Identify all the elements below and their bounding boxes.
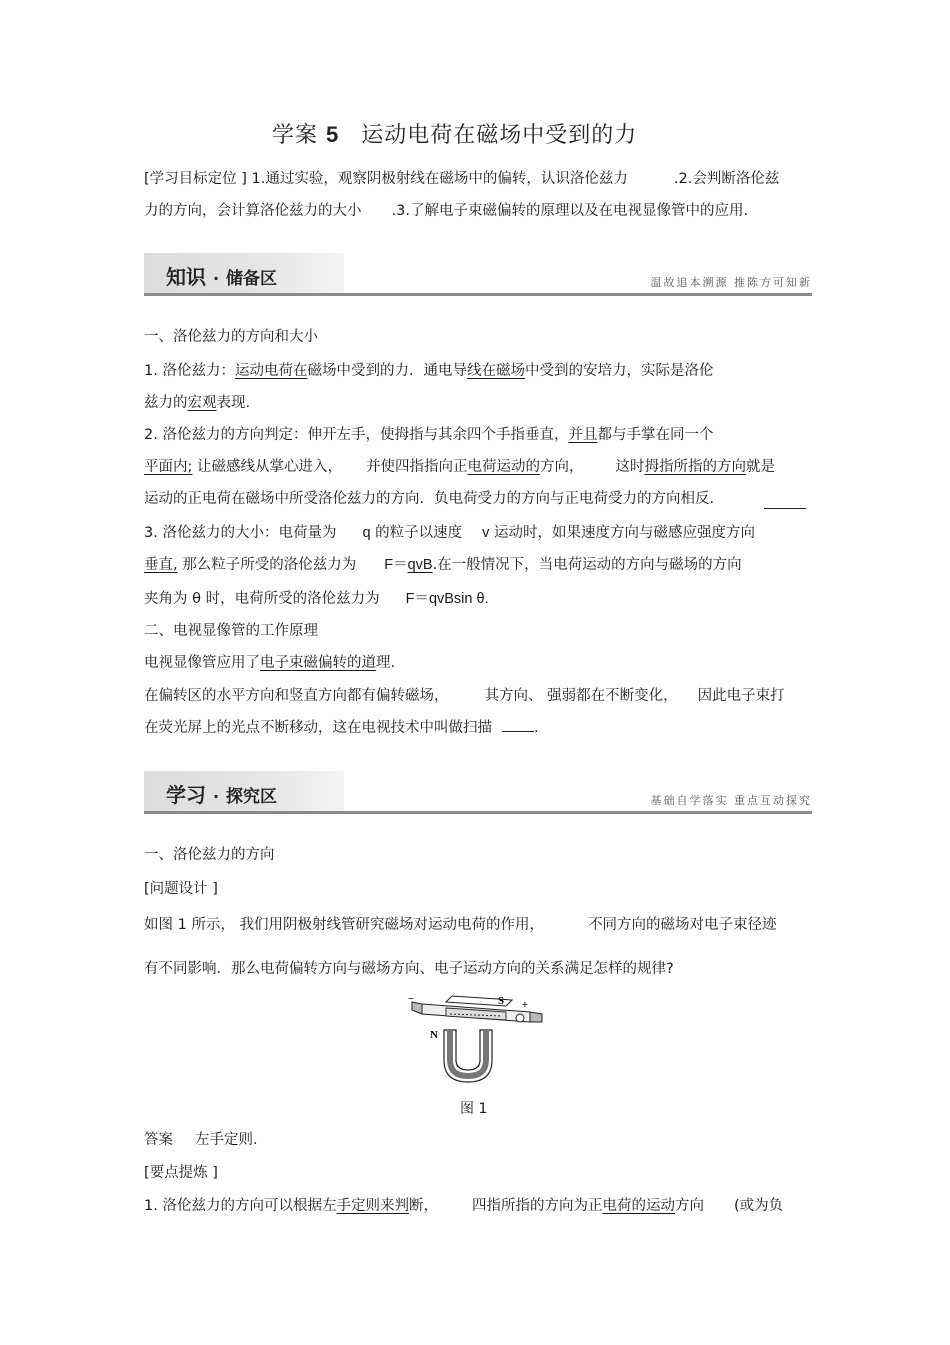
anode-terminal: [516, 1014, 524, 1022]
section-label: 学习 · 探究区: [166, 783, 278, 807]
section-label: 知识 · 储备区: [166, 265, 278, 289]
section-bar-knowledge: [144, 253, 812, 297]
heading-tv-tube: 二、电视显像管的工作原理: [144, 623, 318, 639]
figure-caption: 图 1: [460, 1101, 488, 1117]
section-bar-study: [144, 771, 812, 815]
label-plus: +: [522, 1000, 528, 1011]
objectives-line-2: 力的方向，会计算洛伦兹力的大小 .3.了解电子束磁偏转的原理以及在电视显像管中的应用.: [144, 203, 749, 219]
section-subtitle: 温故追本溯源 推陈方可知新: [650, 276, 812, 289]
paragraph-1-line-1: 1. 洛伦兹力：运动电荷在磁场中受到的力．通电导线在磁场中受到的安培力，实际是洛伦: [144, 363, 714, 379]
key-point-1: 1. 洛伦兹力的方向可以根据左手定则来判断， 四指所指的方向为正电荷的运动方向 (或为负: [144, 1198, 784, 1214]
label-s: S: [498, 995, 505, 1007]
title-number: 5: [326, 122, 340, 147]
paragraph-3-line-3: 夹角为 θ 时，电荷所受的洛伦兹力为 F＝qvBsin θ.: [144, 591, 489, 607]
heading-force-direction: 一、洛伦兹力的方向: [144, 847, 275, 863]
objectives-line-1: [学习目标定位 ] 1.通过实验，观察阴极射线在磁场中的偏转，认识洛伦兹力 .2.会判断洛伦兹: [144, 171, 780, 187]
paragraph-3-line-2: 垂直, 那么粒子所受的洛伦兹力为 F＝qvB.在一般情况下，当电荷运动的方向与磁场的方向: [144, 557, 742, 573]
tube-anode-end: [530, 1012, 542, 1022]
paragraph-5-line-1: 在偏转区的水平方向和竖直方向都有偏转磁场， 其方向、 强弱都在不断变化， 因此电子束打: [144, 688, 785, 704]
page-title: [272, 118, 637, 149]
title-prefix: 学案: [272, 123, 319, 148]
paragraph-2-line-1: 2. 洛伦兹力的方向判定：伸开左手，使拇指与其余四个手指垂直，并且都与手掌在同一个: [144, 427, 714, 443]
paragraph-3-line-1: 3. 洛伦兹力的大小：电荷量为 q 的粒子以速度 v 运动时，如果速度方向与磁感应强度方向: [144, 525, 755, 541]
paragraph-4: 电视显像管应用了电子束磁偏转的道理.: [144, 655, 396, 671]
tag-problem-design: [问题设计 ]: [144, 881, 218, 897]
scan-blank: [502, 717, 534, 732]
label-n: N: [430, 1029, 438, 1041]
answer-blank: [764, 508, 806, 509]
section-subtitle: 基础自学落实 重点互动探究: [650, 794, 812, 807]
question-line-2: 有不同影响．那么电荷偏转方向与磁场方向、电子运动方向的关系满足怎样的规律?: [144, 961, 674, 977]
heading-lorentz-force: 一、洛伦兹力的方向和大小: [144, 329, 318, 345]
figure-cathode-ray-tube: [402, 990, 552, 1086]
paragraph-1-line-2: 兹力的宏观表现.: [144, 395, 251, 411]
paragraph-2-line-3: 运动的正电荷在磁场中所受洛伦兹力的方向．负电荷受力的方向与正电荷受力的方向相反.: [144, 491, 715, 507]
answer: 答案 左手定则.: [144, 1132, 258, 1148]
question-line-1: 如图 1 所示， 我们用阴极射线管研究磁场对运动电荷的作用， 不同方向的磁场对电子束径迹: [144, 917, 777, 933]
label-minus: −: [408, 994, 414, 1005]
title-text: 运动电荷在磁场中受到的力: [361, 123, 638, 148]
paragraph-5-line-2: 在荧光屏上的光点不断移动，这在电视技术中叫做扫描 .: [144, 717, 539, 738]
section-bar-rule: [144, 293, 812, 296]
section-bar-rule: [144, 811, 812, 814]
tag-key-points: [要点提炼 ]: [144, 1165, 218, 1181]
paragraph-2-line-2: 平面内; 让磁感线从掌心进入， 并使四指指向正电荷运动的方向， 这时拇指所指的方向就是: [144, 459, 775, 475]
